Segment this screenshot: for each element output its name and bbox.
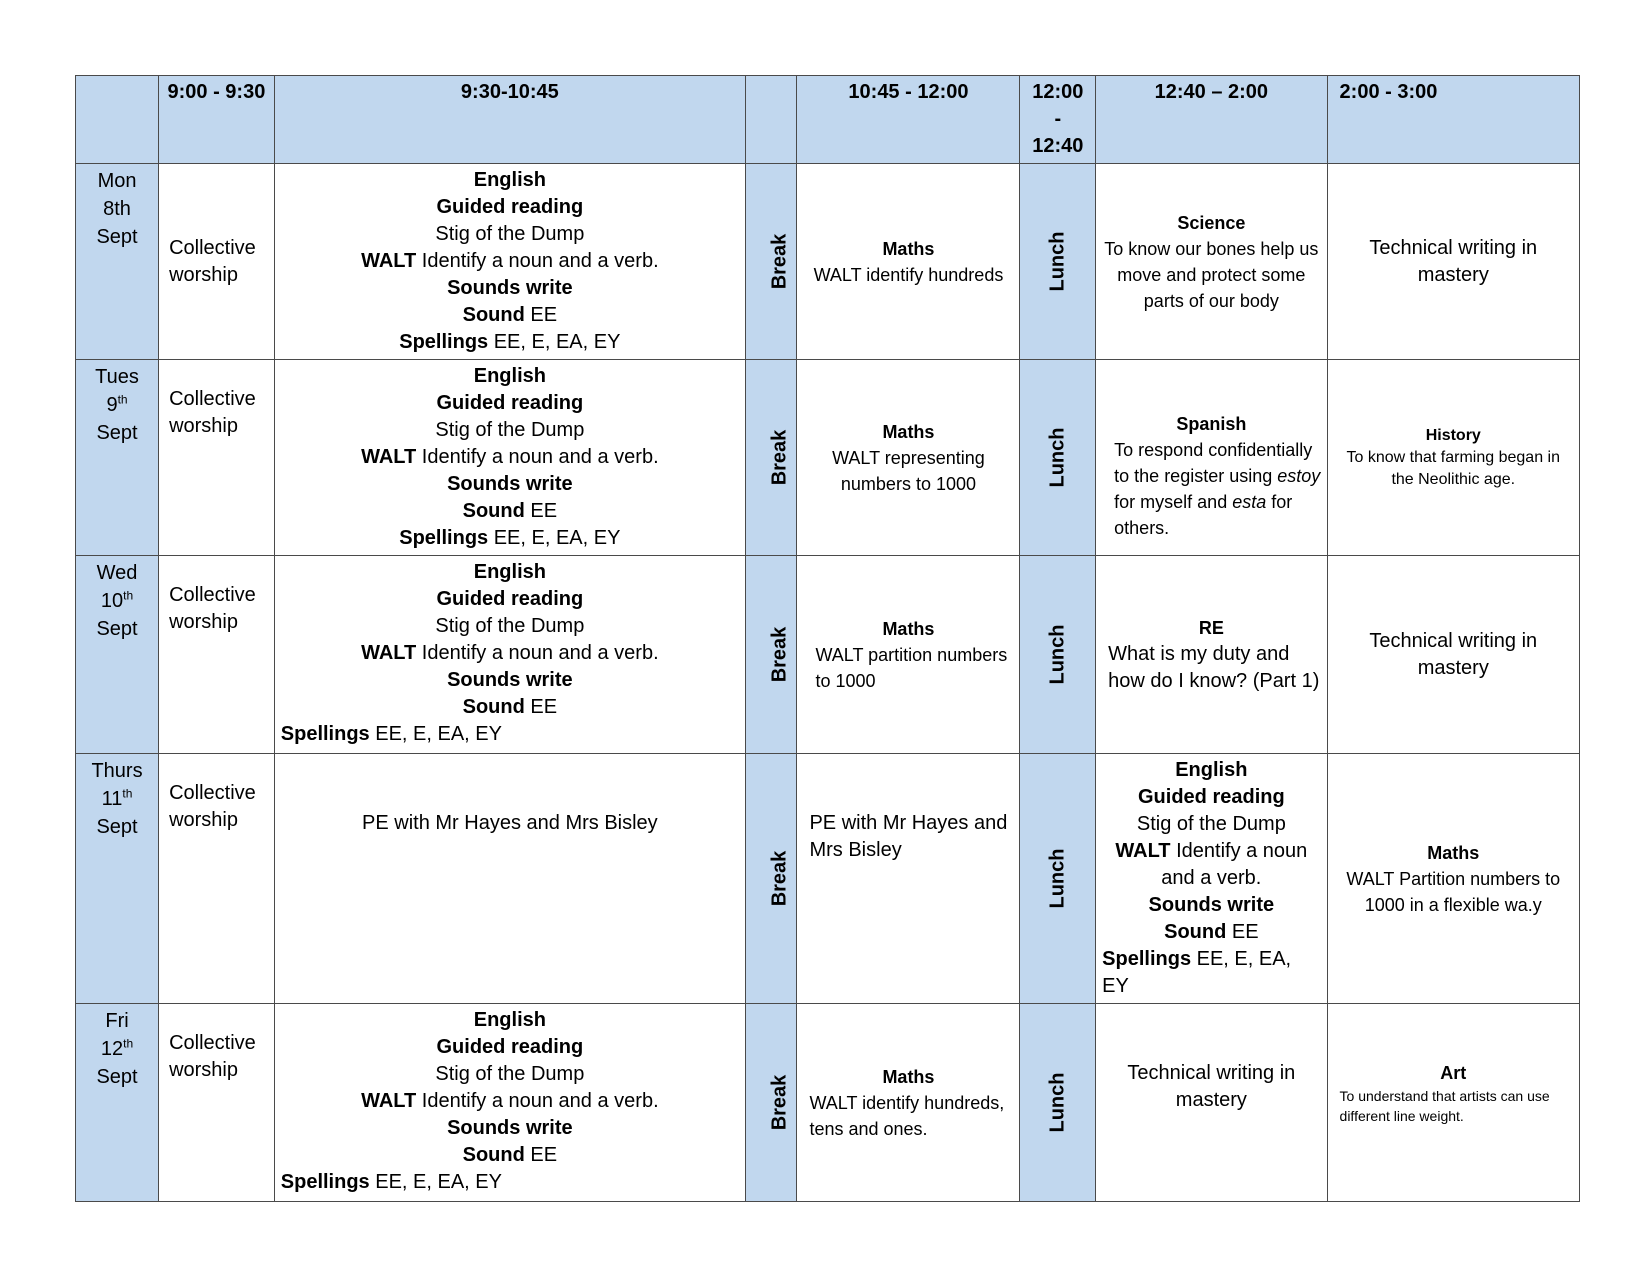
break-cell: Break xyxy=(745,556,797,754)
afternoon-session-2: History To know that farming began in the Neolithic age. xyxy=(1327,360,1579,556)
time-header-5: 2:00 - 3:00 xyxy=(1327,76,1579,164)
english-session: English Guided reading Stig of the Dump WALT Identify a noun and a verb. Sounds write Sound EE Spellings EE, E, EA, EY xyxy=(1096,754,1327,1004)
collective-worship: Collective worship xyxy=(159,164,275,360)
pe-session: PE with Mr Hayes and Mrs Bisley xyxy=(274,754,745,1004)
lunch-cell: Lunch xyxy=(1020,164,1096,360)
maths-session: Maths WALT representing numbers to 1000 xyxy=(797,360,1020,556)
collective-worship: Collective worship xyxy=(159,556,275,754)
day-row-wed xyxy=(76,556,1580,754)
lunch-cell: Lunch xyxy=(1020,754,1096,1004)
afternoon-session-2: Technical writing in mastery xyxy=(1327,556,1579,754)
english-session: English Guided reading Stig of the Dump WALT Identify a noun and a verb. Sounds write Sound EE Spellings EE, E, EA, EY xyxy=(274,1004,745,1202)
time-header-1: 9:00 - 9:30 xyxy=(159,76,275,164)
day-cell: Fri 12th Sept xyxy=(76,1004,159,1202)
english-session: English Guided reading Stig of the Dump WALT Identify a noun and a verb. Sounds write Sound EE Spellings EE, E, EA, EY xyxy=(274,556,745,754)
afternoon-session-1: Technical writing in mastery xyxy=(1096,1004,1327,1202)
break-cell: Break xyxy=(745,360,797,556)
day-cell: Tues 9th Sept xyxy=(76,360,159,556)
time-header-4: 12:40 – 2:00 xyxy=(1096,76,1327,164)
lunch-cell: Lunch xyxy=(1020,556,1096,754)
day-cell: Wed 10th Sept xyxy=(76,556,159,754)
day-row-mon xyxy=(76,164,1580,360)
collective-worship: Collective worship xyxy=(159,754,275,1004)
time-header-3: 10:45 - 12:00 xyxy=(797,76,1020,164)
time-header-lunch: 12:00 - 12:40 xyxy=(1020,76,1096,164)
time-header-break xyxy=(745,76,797,164)
maths-session: Maths WALT partition numbers to 1000 xyxy=(797,556,1020,754)
day-cell: Thurs 11th Sept xyxy=(76,754,159,1004)
break-cell: Break xyxy=(745,1004,797,1202)
english-session: English Guided reading Stig of the Dump WALT Identify a noun and a verb. Sounds write Sound EE Spellings EE, E, EA, EY xyxy=(274,360,745,556)
break-cell: Break xyxy=(745,754,797,1004)
pe-session-2: PE with Mr Hayes and Mrs Bisley xyxy=(797,754,1020,1004)
english-session: English Guided reading Stig of the Dump WALT Identify a noun and a verb. Sounds write Sound EE Spellings EE, E, EA, EY xyxy=(274,164,745,360)
afternoon-session-1: Science To know our bones help us move and protect some parts of our body xyxy=(1096,164,1327,360)
afternoon-session-2: Art To understand that artists can use different line weight. xyxy=(1327,1004,1579,1202)
maths-session: Maths WALT identify hundreds, tens and ones. xyxy=(797,1004,1020,1202)
header-row xyxy=(76,76,1580,164)
day-row-fri xyxy=(76,1004,1580,1202)
timetable xyxy=(75,75,1580,1202)
corner-cell xyxy=(76,76,159,164)
time-header-2: 9:30-10:45 xyxy=(274,76,745,164)
day-row-thu xyxy=(76,754,1580,1004)
day-cell: Mon 8th Sept xyxy=(76,164,159,360)
maths-session: Maths WALT identify hundreds xyxy=(797,164,1020,360)
lunch-cell: Lunch xyxy=(1020,1004,1096,1202)
lunch-cell: Lunch xyxy=(1020,360,1096,556)
collective-worship: Collective worship xyxy=(159,1004,275,1202)
afternoon-session-2: Maths WALT Partition numbers to 1000 in a flexible wa.y xyxy=(1327,754,1579,1004)
afternoon-session-1: RE What is my duty and how do I know? (Part 1) xyxy=(1096,556,1327,754)
day-row-tue xyxy=(76,360,1580,556)
break-cell: Break xyxy=(745,164,797,360)
afternoon-session-1: Spanish To respond confidentially to the register using estoy for myself and esta for others. xyxy=(1096,360,1327,556)
collective-worship: Collective worship xyxy=(159,360,275,556)
afternoon-session-2: Technical writing in mastery xyxy=(1327,164,1579,360)
